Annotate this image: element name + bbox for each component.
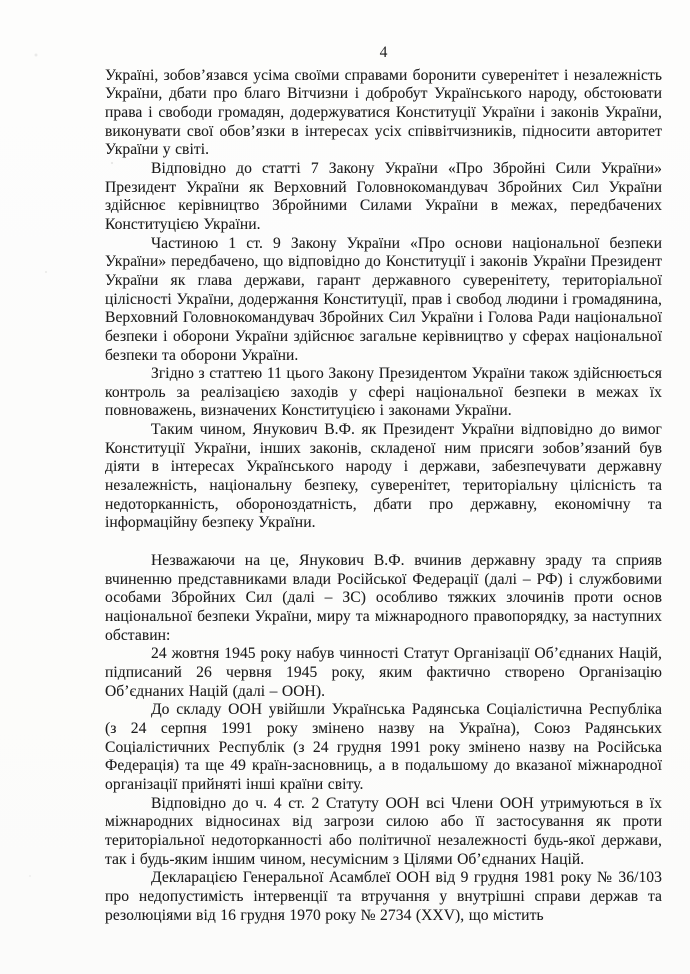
paragraph: Згідно з статтею 11 цього Закону Президентом України також здійснюється контроль за реалізацією заходів у сфері національної безпеки в межах їх повноважень, визначених Конституцією і законами України.: [105, 365, 662, 420]
paragraph: Таким чином, Янукович В.Ф. як Президент України відповідно до вимог Конституції України, інших законів, складеної ним присяги зобов’язаний був діяти в інтересах Українського народу і держави, забезпечувати державну незалежність, національну безпеку, суверенітет, територіальну цілісність та недоторканність, обороноздатність, дбати про державну, економічну та інформаційну безпеку України.: [105, 421, 662, 532]
paragraph: Україні, зобов’язався усіма своїми справами боронити суверенітет і незалежність України, дбати про благо Вітчизни і добробут Українського народу, обстоювати права і свободи громадян, додержуватися Конституції України і законів України, виконувати свої обов’язки в інтересах усіх співвітчизників, підносити авторитет України у світі.: [105, 66, 662, 159]
paragraph: До складу ООН увійшли Українська Радянська Соціалістична Республіка (з 24 серпня 1991 року змінено назву на Україна), Союз Радянських Соціалістичних Республік (з 24 грудня 1991 року змінено назву на Російська Федерація) та ще 49 країн-засновниць, а в подальшому до вказаної міжнародної організації прийняті інші країни світу.: [105, 701, 662, 793]
paragraph: Частиною 1 ст. 9 Закону України «Про основи національної безпеки України» передбачено, що відповідно до Конституції і законів України Президент України як глава держави, гарант державного суверенітету, територіальної цілісності України, додержання Конституції, прав і свобод людини і громадянина, Верховний Головнокомандувач Збройних Сил України і Голова Ради національної безпеки і оборони України здійснює загальне керівництво у сферах національної безпеки та оборони України.: [105, 234, 662, 364]
page-number: 4: [379, 44, 388, 61]
document-text-block: [105, 44, 662, 925]
paragraph: Незважаючи на це, Янукович В.Ф. вчинив державну зраду та сприяв вчиненню представниками влади Російської Федерації (далі – РФ) і службовими особами Збройних Сил (далі – ЗС) особливо тяжких злочинів проти основ національної безпеки України, миру та міжнародного правопорядку, за наступних обставин:: [105, 552, 662, 644]
paragraph: 24 жовтня 1945 року набув чинності Статут Організації Об’єднаних Націй, підписаний 26 червня 1945 року, яким фактично створено Організацію Об’єднаних Націй (далі – ООН).: [105, 645, 662, 700]
paragraph: Відповідно до ч. 4 ст. 2 Статуту ООН всі Члени ООН утримуються в їх міжнародних відносинах від загрози силою або її застосування як проти територіальної недоторканності або політичної незалежності будь-якої держави, так і будь-яким іншим чином, несумісним з Цілями Об’єднаних Націй.: [105, 794, 662, 868]
document-body: [105, 67, 662, 926]
paragraph: Декларацією Генеральної Асамблеї ООН від 9 грудня 1981 року № 36/103 про недопустимість інтервенції та втручання у внутрішні справи держав та резолюціями від 16 грудня 1970 року № 2734 (XXV), що містить: [105, 869, 662, 924]
paragraph: Відповідно до статті 7 Закону України «Про Збройні Сили України» Президент України як Верховний Головнокомандувач Збройних Сил України здійснює керівництво Збройними Силами України в межах, передбачених Конституцією України.: [105, 159, 662, 233]
